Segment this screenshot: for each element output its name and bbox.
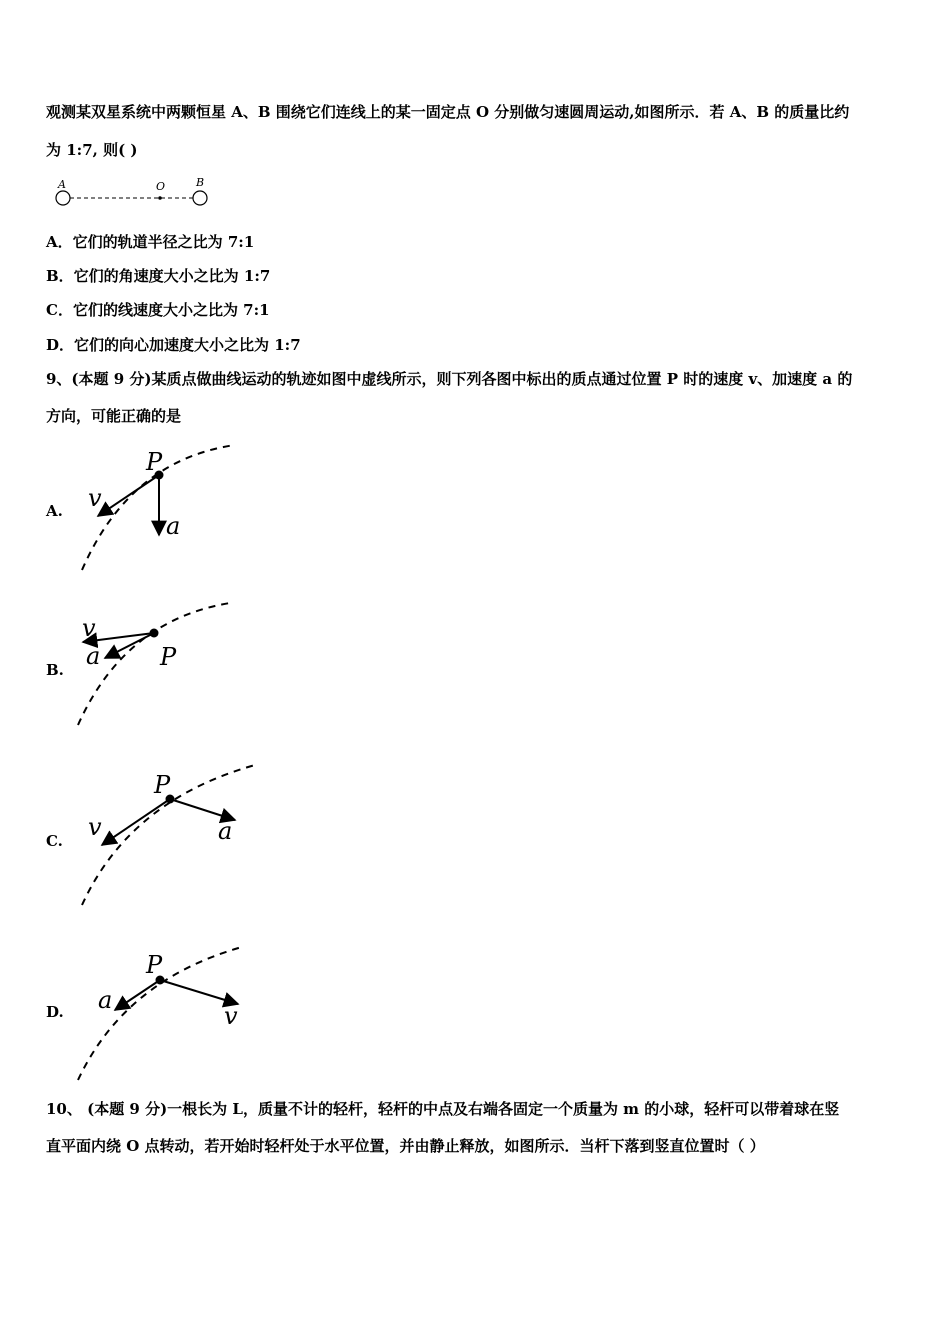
label-v: v: [88, 484, 102, 512]
label-a: a: [98, 986, 113, 1014]
q8-option-c[interactable]: C．它们的线速度大小之比为 7:1: [46, 301, 270, 319]
label-a: a: [86, 642, 101, 670]
binary-star-figure: [50, 175, 220, 211]
q9-option-d-figure[interactable]: [70, 940, 260, 1085]
label-v: v: [224, 1002, 238, 1030]
label-p: P: [154, 771, 171, 799]
q8-option-a[interactable]: A．它们的轨道半径之比为 7:1: [46, 233, 255, 251]
label-a: a: [218, 817, 233, 845]
star-a-circle: [56, 191, 70, 205]
q10-stem-line2: 直平面内绕 O 点转动，若开始时轻杆处于水平位置，并由静止释放，如图所示．当杆下落到竖直位置时（ ）: [46, 1137, 765, 1155]
q8-option-d[interactable]: D．它们的向心加速度大小之比为 1:7: [46, 336, 301, 354]
label-p: P: [146, 448, 163, 476]
label-v: v: [88, 813, 102, 841]
velocity-arrow: [160, 980, 238, 1004]
point-o: [158, 196, 162, 200]
q10-stem-line1: 10、 (本题 9 分)一根长为 L，质量不计的轻杆，轻杆的中点及右端各固定一个质量为 m 的小球，轻杆可以带着球在竖: [46, 1100, 840, 1118]
acceleration-arrow: [115, 980, 160, 1010]
q9-option-b-letter[interactable]: B.: [46, 661, 64, 679]
q9-option-c-letter[interactable]: C.: [46, 832, 63, 850]
trajectory-curve: [78, 603, 230, 725]
q9-stem-line2: 方向，可能正确的是: [46, 407, 182, 425]
q9-stem-line1: 9、(本题 9 分)某质点做曲线运动的轨迹如图中虚线所示，则下列各图中标出的质点通过位置 P 时的速度 v、加速度 a 的: [46, 370, 853, 388]
q9-option-a-letter[interactable]: A.: [46, 502, 63, 520]
q8-option-b[interactable]: B．它们的角速度大小之比为 1:7: [46, 267, 271, 285]
label-b: B: [196, 176, 205, 189]
q9-option-b-figure[interactable]: [70, 600, 250, 730]
label-a: A: [58, 178, 66, 191]
velocity-arrow: [98, 475, 159, 516]
velocity-arrow: [102, 799, 170, 845]
q9-option-a-figure[interactable]: [70, 440, 250, 580]
q8-stem-line1: 观测某双星系统中两颗恒星 A、B 围绕它们连线上的某一固定点 O 分别做匀速圆周运动,如图所示．若 A、B 的质量比约: [46, 103, 850, 121]
label-p: P: [160, 643, 177, 671]
q9-option-d-letter[interactable]: D.: [46, 1003, 64, 1021]
q8-stem-line2: 为 1:7, 则( ): [46, 141, 138, 159]
label-o: O: [156, 180, 166, 193]
q9-option-c-figure[interactable]: [70, 760, 270, 910]
star-b-circle: [193, 191, 207, 205]
label-p: P: [146, 951, 163, 979]
label-a: a: [166, 512, 181, 540]
label-v: v: [82, 614, 96, 642]
